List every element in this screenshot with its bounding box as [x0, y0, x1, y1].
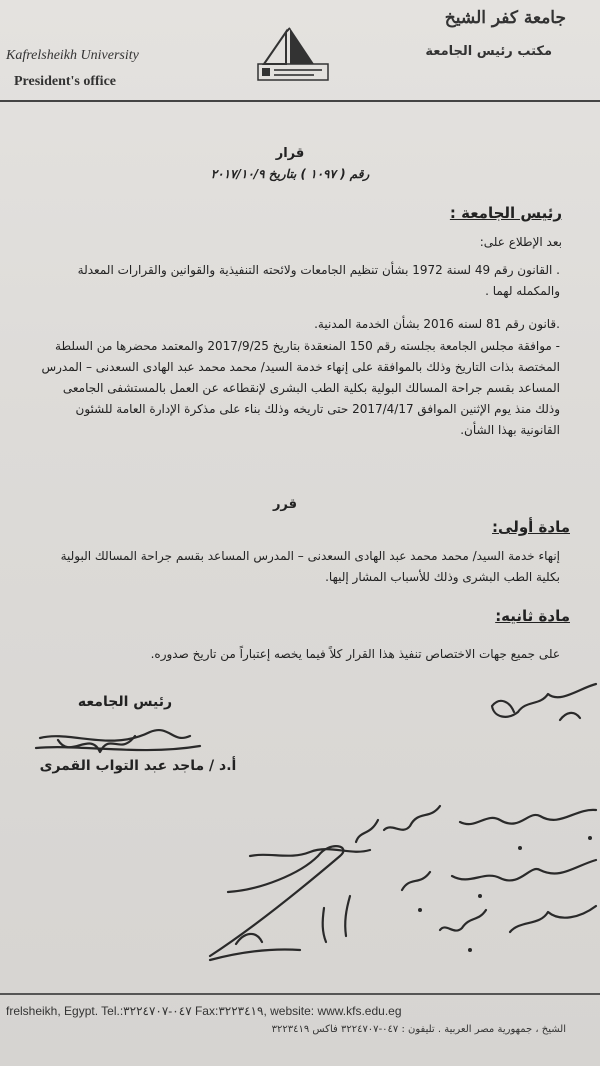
header-university-arabic: جامعة كفر الشيخ	[444, 8, 566, 28]
header-office-arabic: مكتب رئيس الجامعة	[425, 44, 552, 59]
paragraph-law-81: .قانون رقم 81 لسنه 2016 بشأن الخدمة المدنية.	[314, 317, 560, 331]
decision-number-line: رقم ( ١٠٩٧ ) بتاريخ ٢٠١٧/١٠/٩	[210, 167, 370, 181]
article-2-text: على جميع جهات الاختصاص تنفيذ هذا القرار كلاً فيما يخصه إعتباراً من تاريخ صدوره.	[150, 647, 560, 661]
after-review-label: بعد الإطلاع على:	[479, 235, 562, 249]
signature-name: أ.د / ماجد عبد التواب القمرى	[39, 758, 237, 774]
president-heading: رئيس الجامعة :	[449, 204, 562, 222]
footer-english-contact: frelsheikh, Egypt. Tel.:٠٤٧-٣٢٢٤٧٠٧ Fax:٣٢٢٣٤١٩, website: www.kfs.edu.eg	[6, 1004, 402, 1018]
header-office-english: President's office	[14, 74, 116, 89]
signature-title: رئيس الجامعه	[77, 694, 173, 710]
header-university-english: Kafrelsheikh University	[6, 48, 139, 63]
decided-heading: قرر	[272, 497, 298, 512]
header-divider	[0, 100, 600, 102]
article-1-text: إنهاء خدمة السيد/ محمد محمد عبد الهادى السعدنى – المدرس المساعد بقسم جراحة المسالك البولية بكلية الطب البشرى وذلك للأسباب المشار إليها.	[60, 549, 560, 584]
paragraph-council-approval: - موافقة مجلس الجامعة بجلسته رقم 150 المنعقدة بتاريخ 2017/9/25 والمعتمد محضرها من السلطة المختصة بذات التاريخ وذلك بالموافقة على إنهاء خدمة السيد/ محمد محمد عبد الهادى السعدنى – المدرس المساعد بقسم جراحة المسالك البولية بكلية الطب البشرى لإنقطاعه عن العمل بالمستشفى الجامعى وذلك منذ يوم الإثنين الموافق 2017/4/17 حتى تاريخه وذلك بناء على مذكرة الإدارة العامة للشئون القانونية بهذا الشأن.	[41, 339, 560, 437]
decision-title: قرار	[275, 146, 305, 161]
footer-arabic-contact: الشيخ ، جمهورية مصر العربية . تليفون : ٠٤٧-٣٢٢٤٧٠٧ فاكس ٣٢٢٣٤١٩	[271, 1024, 566, 1035]
university-logo-icon	[256, 26, 330, 82]
article-1-heading: مادة أولى:	[492, 518, 570, 536]
paragraph-law-49: . القانون رقم 49 لسنة 1972 بشأن تنظيم الجامعات ولائحته التنفيذية والقوانين والقرارات المعدلة والمكمله لهما .	[77, 263, 560, 298]
footer-divider	[0, 993, 600, 995]
article-2-heading: مادة ثانيه:	[495, 607, 570, 625]
